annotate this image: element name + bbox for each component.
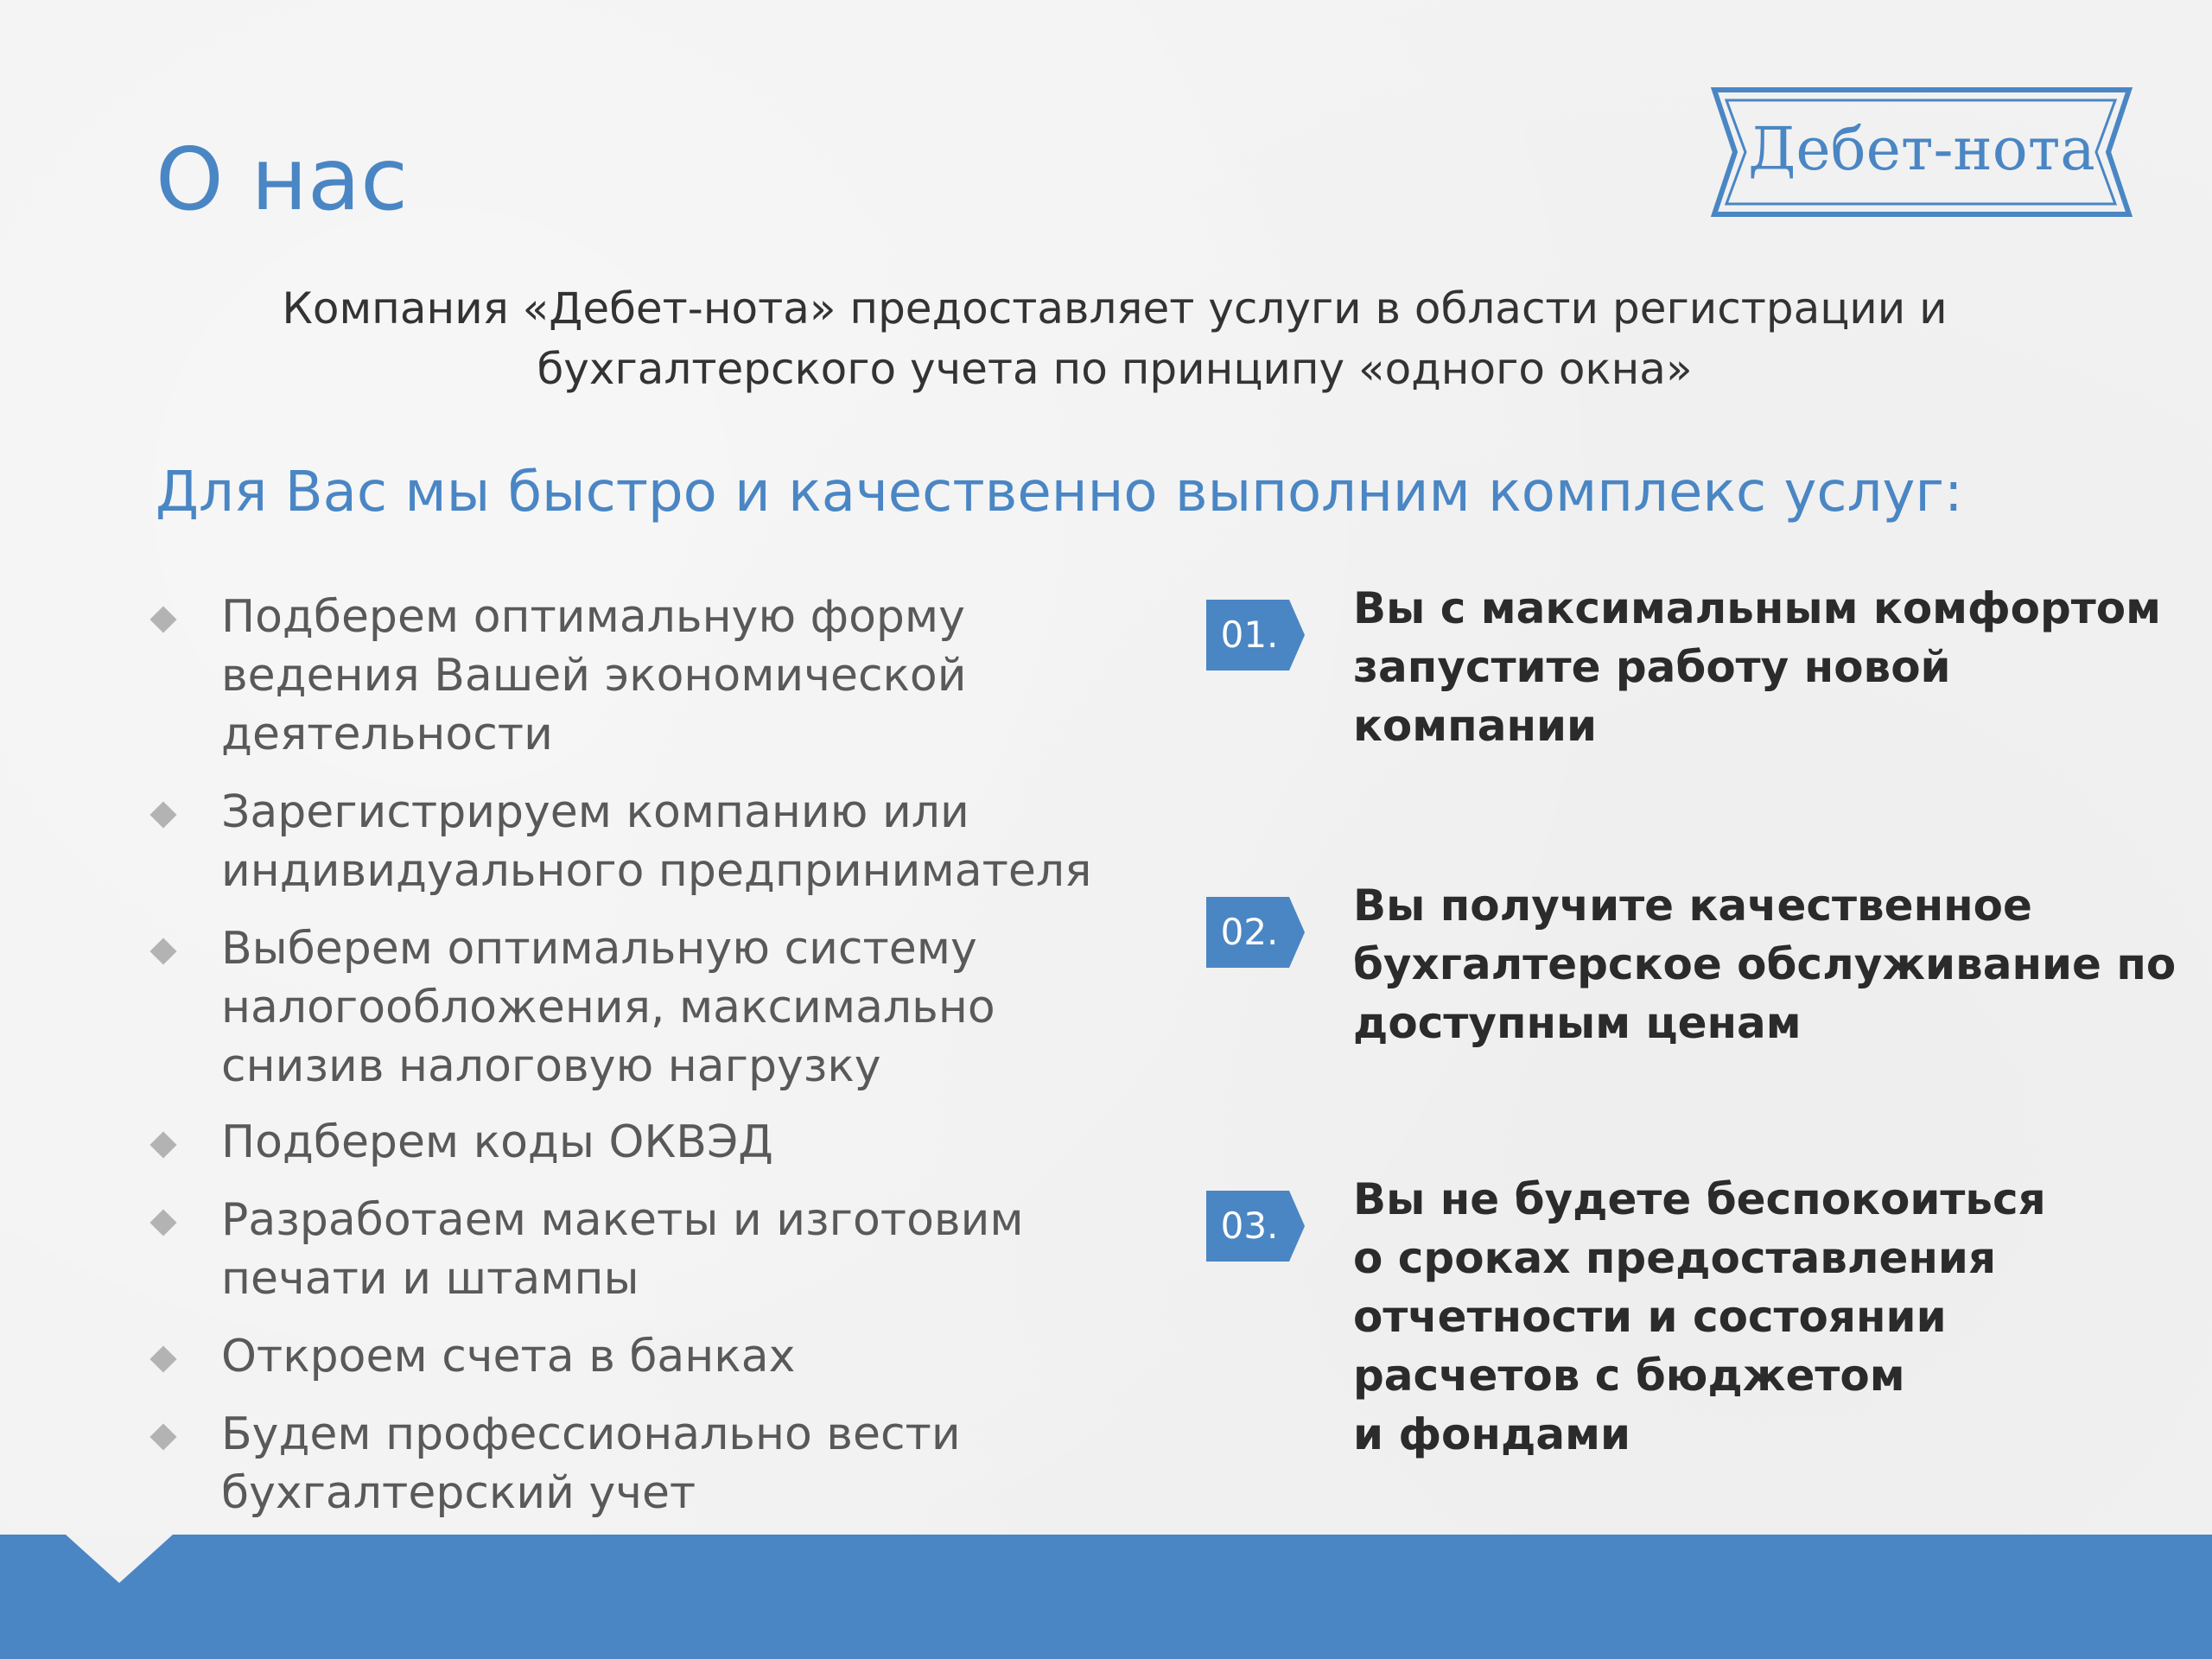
badge-number: 02. (1220, 911, 1279, 953)
service-line: Выберем оптимальную систему (221, 923, 977, 975)
logo (1709, 85, 2134, 219)
intro-line: бухгалтерского учета по принципу «одного окна» (537, 344, 1693, 394)
service-line: снизив налоговую нагрузку (221, 1040, 881, 1092)
bullet-diamond-icon (149, 1423, 176, 1450)
services-subtitle: Для Вас мы быстро и качественно выполним комплекс услуг: (156, 461, 1963, 524)
service-line: Разработаем макеты и изготовим (221, 1194, 1024, 1246)
benefit-line: отчетности и состоянии (1353, 1292, 1947, 1342)
benefit-line: и фондами (1353, 1409, 1630, 1459)
number-badge (1206, 1191, 1305, 1262)
footer-band (0, 1535, 2212, 1659)
number-badge (1206, 897, 1305, 968)
service-line: Подберем коды ОКВЭД (221, 1116, 773, 1168)
service-line: Будем профессионально вести (221, 1408, 961, 1460)
footer-notch-icon (66, 1535, 173, 1586)
logo-text: Дебет-нота (1748, 115, 2095, 184)
bullet-diamond-icon (149, 938, 176, 964)
benefit-line: бухгалтерское обслуживание по (1353, 939, 2177, 989)
service-line: ведения Вашей экономической (221, 650, 967, 702)
service-line: Зарегистрируем компанию или (221, 786, 969, 838)
intro-text (173, 278, 2056, 399)
number-badge (1206, 600, 1305, 671)
intro-line: Компания «Дебет-нота» предоставляет услуги в области регистрации и (282, 283, 1948, 334)
bullet-diamond-icon (149, 801, 176, 828)
badge-number: 03. (1220, 1205, 1279, 1247)
benefit-line: доступным ценам (1353, 998, 1802, 1048)
benefit-line: Вы с максимальным комфортом (1353, 583, 2161, 633)
bullet-diamond-icon (149, 1345, 176, 1372)
service-line: Подберем оптимальную форму (221, 591, 965, 643)
bullet-diamond-icon (149, 1209, 176, 1236)
bullet-diamond-icon (149, 1131, 176, 1158)
benefit-line: Вы не будете беспокоиться (1353, 1174, 2046, 1224)
service-line: печати и штампы (221, 1253, 639, 1305)
benefit-line: Вы получите качественное (1353, 880, 2032, 931)
benefit-line: компании (1353, 701, 1598, 751)
page-title: О нас (156, 129, 409, 230)
service-line: деятельности (221, 709, 553, 760)
service-line: Откроем счета в банках (221, 1331, 796, 1382)
benefit-line: запустите работу новой (1353, 642, 1951, 692)
benefit-line: расчетов с бюджетом (1353, 1351, 1905, 1401)
benefit-line: о сроках предоставления (1353, 1233, 1997, 1283)
badge-number: 01. (1220, 613, 1279, 656)
service-line: бухгалтерский учет (221, 1467, 696, 1519)
service-line: индивидуального предпринимателя (221, 845, 1092, 897)
bullet-diamond-icon (149, 606, 176, 632)
service-line: налогообложения, максимально (221, 982, 995, 1033)
